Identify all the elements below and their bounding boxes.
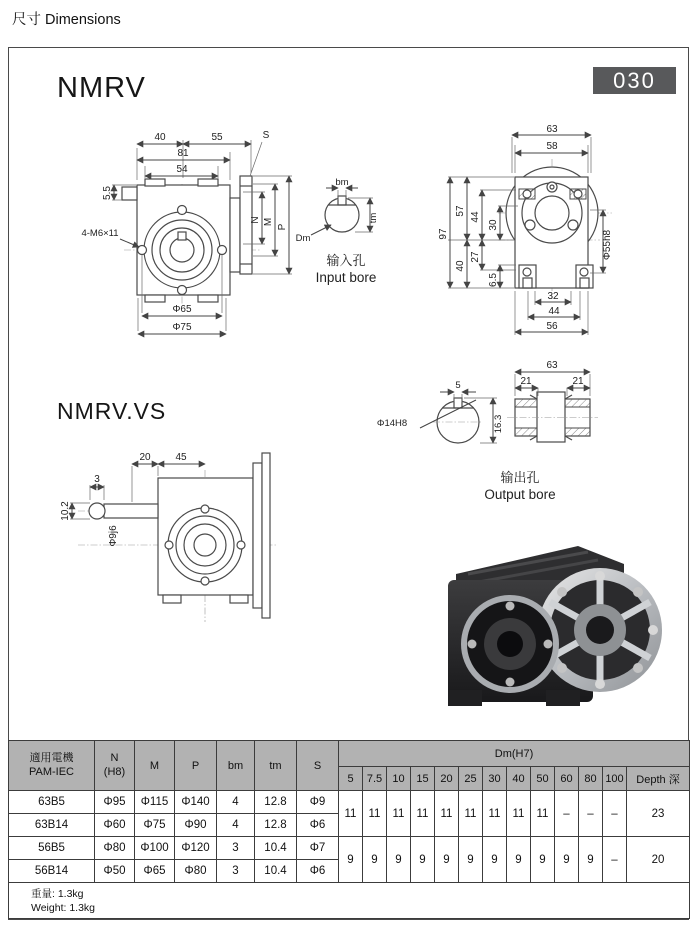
col-header-tm: tm [255, 741, 297, 791]
input-bore-label-en: Input bore [315, 270, 377, 285]
cell-motor: 63B5 [9, 791, 95, 814]
dim-65: Φ65 [172, 304, 192, 315]
table-footer-row [9, 883, 690, 919]
dim-21b: 21 [572, 376, 584, 387]
cell-m: Φ75 [135, 814, 175, 837]
cell-dm: 11 [507, 791, 531, 837]
col-header-dm-group: Dm(H7) [339, 741, 690, 767]
cell-s: Φ9 [297, 791, 339, 814]
cell-bm: 4 [217, 814, 255, 837]
dim-p: P [277, 223, 288, 231]
dim-75: Φ75 [172, 322, 192, 333]
n-header-1: N [110, 751, 119, 764]
cell-dm: 9 [531, 837, 555, 883]
cell-s: Φ6 [297, 814, 339, 837]
rear-view-drawing [438, 124, 690, 342]
cell-dm: 9 [579, 837, 603, 883]
dim-20: 20 [139, 452, 151, 463]
dim-n: N [250, 216, 261, 224]
cell-tm: 10.4 [255, 860, 297, 883]
cell-dm: 9 [387, 837, 411, 883]
cell-depth: 23 [627, 791, 690, 837]
dim-45: 45 [175, 452, 187, 463]
input-bore-diagram [295, 178, 425, 290]
dm-size-100: 100 [603, 767, 627, 791]
cell-bm: 3 [217, 837, 255, 860]
cell-p: Φ80 [175, 860, 217, 883]
dm-size-20: 20 [435, 767, 459, 791]
dm-size-30: 30 [483, 767, 507, 791]
product-photo [428, 512, 663, 727]
cell-n: Φ60 [95, 814, 135, 837]
cell-dm: 9 [459, 837, 483, 883]
dm-size-7-5: 7.5 [363, 767, 387, 791]
dim-55: 55 [211, 132, 223, 143]
rear-view-body [498, 159, 612, 299]
cell-motor: 56B5 [9, 837, 95, 860]
output-bore-label-en: Output bore [484, 487, 556, 502]
cell-motor: 56B14 [9, 860, 95, 883]
motor-header-code: PAM-IEC [28, 765, 75, 778]
dim-m: M [263, 217, 274, 227]
cell-bm: 4 [217, 791, 255, 814]
vs-view-drawing [60, 428, 310, 628]
output-bore-label-cn: 输出孔 [500, 470, 540, 485]
dim-6-5: 6.5 [488, 273, 499, 287]
input-bore-shape [325, 196, 359, 232]
dimension-table [8, 740, 690, 919]
dim-58: 58 [546, 141, 558, 152]
table-row [9, 791, 690, 814]
cell-n: Φ50 [95, 860, 135, 883]
input-bore-label-cn: 输入孔 [326, 253, 366, 268]
cell-p: Φ120 [175, 837, 217, 860]
cell-dm: 9 [363, 837, 387, 883]
col-header-bm: bm [217, 741, 255, 791]
cell-s: Φ6 [297, 860, 339, 883]
col-header-p: P [175, 741, 217, 791]
dim-5-5: 5.5 [102, 186, 113, 200]
cell-dm: – [579, 791, 603, 837]
dm-size-50: 50 [531, 767, 555, 791]
bolt-note: 4-M6×11 [81, 228, 119, 239]
cell-s: Φ7 [297, 837, 339, 860]
weight-en: Weight: 1.3kg [31, 901, 96, 914]
table-row [9, 837, 690, 860]
dim-32: 32 [547, 291, 559, 302]
cell-dm: – [603, 837, 627, 883]
output-bore-shapes [433, 392, 598, 443]
output-bore-diagram [376, 360, 655, 507]
col-header-n [95, 741, 135, 791]
cell-motor: 63B14 [9, 814, 95, 837]
dim-5: 5 [455, 380, 461, 391]
model-vs-title: NMRV.VS [57, 398, 167, 424]
dim-40: 40 [154, 132, 166, 143]
cell-depth: 20 [627, 837, 690, 883]
cell-m: Φ100 [135, 837, 175, 860]
cell-p: Φ140 [175, 791, 217, 814]
page-title: 尺寸 Dimensions [12, 12, 121, 28]
dim-97: 97 [438, 228, 449, 240]
model-title: NMRV [57, 72, 146, 104]
dim-63: 63 [546, 124, 558, 135]
cell-dm: 9 [435, 837, 459, 883]
dim-63: 63 [546, 360, 558, 371]
cell-dm: – [555, 791, 579, 837]
cell-dm: 9 [411, 837, 435, 883]
cell-dm: 11 [387, 791, 411, 837]
cell-dm: 9 [507, 837, 531, 883]
dm-size-5: 5 [339, 767, 363, 791]
n-header-2: (H8) [103, 765, 126, 778]
dim-9j6: Φ9j6 [108, 525, 119, 547]
dim-55h8: Φ55h8 [602, 229, 613, 261]
cell-dm: 9 [339, 837, 363, 883]
cell-tm: 10.4 [255, 837, 297, 860]
dim-s: S [262, 130, 270, 141]
dm-size-25: 25 [459, 767, 483, 791]
front-view-body [122, 176, 260, 304]
dim-dm: Dm [295, 233, 311, 244]
dm-size-40: 40 [507, 767, 531, 791]
dim-21a: 21 [520, 376, 532, 387]
dim-14h8: Φ14H8 [376, 418, 408, 429]
cell-m: Φ115 [135, 791, 175, 814]
dim-bm: bm [335, 177, 349, 188]
dim-56: 56 [546, 321, 558, 332]
dm-size-80: 80 [579, 767, 603, 791]
dim-tm: tm [368, 212, 379, 224]
dim-54: 54 [176, 164, 188, 175]
dm-size-15: 15 [411, 767, 435, 791]
col-header-depth: Depth 深 [627, 767, 690, 791]
cell-dm: 11 [459, 791, 483, 837]
cell-dm: 11 [435, 791, 459, 837]
cell-dm: 9 [555, 837, 579, 883]
dm-size-60: 60 [555, 767, 579, 791]
dim-40: 40 [455, 260, 466, 272]
col-header-motor [9, 741, 95, 791]
cell-tm: 12.8 [255, 814, 297, 837]
dim-57: 57 [455, 205, 466, 217]
cell-dm: 11 [339, 791, 363, 837]
size-badge: 030 [593, 67, 676, 94]
cell-bm: 3 [217, 860, 255, 883]
col-header-m: M [135, 741, 175, 791]
dim-44b: 44 [548, 306, 560, 317]
dim-44a: 44 [470, 211, 481, 223]
cell-n: Φ80 [95, 837, 135, 860]
dim-3: 3 [94, 474, 100, 485]
gearbox-photo-shape [448, 546, 662, 706]
cell-n: Φ95 [95, 791, 135, 814]
dim-10-2: 10.2 [60, 501, 71, 521]
dim-16-3: 16.3 [493, 414, 504, 434]
dim-81: 81 [177, 148, 189, 159]
cell-m: Φ65 [135, 860, 175, 883]
dim-30: 30 [488, 219, 499, 231]
motor-header-cn: 適用電機 [29, 751, 74, 764]
cell-dm: 11 [483, 791, 507, 837]
weight-cn: 重量: 1.3kg [31, 887, 84, 900]
cell-dm: 11 [531, 791, 555, 837]
col-header-s: S [297, 741, 339, 791]
cell-dm: – [603, 791, 627, 837]
cell-tm: 12.8 [255, 791, 297, 814]
cell-dm: 9 [483, 837, 507, 883]
dm-size-10: 10 [387, 767, 411, 791]
dim-27: 27 [470, 251, 481, 263]
cell-dm: 11 [363, 791, 387, 837]
cell-p: Φ90 [175, 814, 217, 837]
cell-dm: 11 [411, 791, 435, 837]
weight-note [9, 883, 690, 919]
